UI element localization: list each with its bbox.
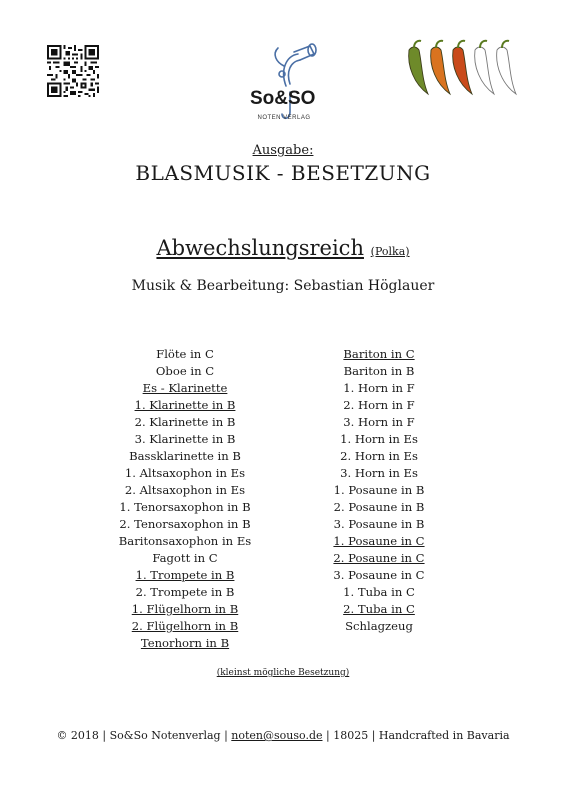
edition-title: BLASMUSIK - BESETZUNG — [135, 161, 431, 185]
qr-code-icon — [47, 45, 99, 97]
chili-filled-icon — [453, 41, 472, 94]
instrument-item: 2. Horn in Es — [340, 449, 418, 463]
instrument-item: 2. Posaune in B — [333, 500, 425, 514]
footer — [0, 729, 566, 742]
instrument-item: Oboe in C — [155, 364, 215, 378]
composer-credit: Musik & Bearbeitung: Sebastian Höglauer — [131, 278, 435, 294]
instrument-item: 2. Horn in F — [343, 398, 415, 412]
instrument-item: Bariton in B — [343, 364, 415, 378]
instrument-item: 1. Posaune in C — [333, 534, 425, 548]
instrument-item: 3. Horn in F — [343, 415, 415, 429]
instrument-item: Baritonsaxophon in Es — [118, 534, 252, 548]
instrument-item: 1. Flügelhorn in B — [131, 602, 239, 616]
instrument-item: Fagott in C — [152, 551, 218, 565]
instrument-item: 2. Altsaxophon in Es — [124, 483, 246, 497]
instrument-item: 1. Klarinette in B — [134, 398, 236, 412]
instrument-item: 1. Trompete in B — [135, 568, 235, 582]
chili-rating — [404, 38, 522, 98]
chili-empty-icon — [497, 41, 516, 94]
instrument-item: 1. Tenorsaxophon in B — [119, 500, 251, 514]
piece-heading — [0, 236, 566, 260]
piece-title: Abwechslungsreich — [156, 236, 364, 260]
footer-prefix: © 2018 | So&So Notenverlag | — [56, 729, 232, 742]
edition-label: Ausgabe: — [252, 143, 314, 158]
instrument-item: 1. Altsaxophon in Es — [124, 466, 246, 480]
piece-genre: (Polka) — [370, 245, 410, 258]
minimum-instrumentation-note: (kleinst mögliche Besetzung) — [216, 668, 350, 678]
instrument-item: 2. Flügelhorn in B — [131, 619, 239, 633]
instrument-item: 2. Klarinette in B — [134, 415, 236, 429]
publisher-logo — [246, 40, 322, 126]
footer-email-link[interactable]: noten@souso.de — [231, 729, 323, 742]
instrument-item: 2. Tenorsaxophon in B — [119, 517, 251, 531]
instrument-item: 1. Horn in F — [343, 381, 415, 395]
instrument-item: 3. Horn in Es — [340, 466, 418, 480]
chili-filled-icon — [431, 41, 450, 94]
instrument-list-right — [264, 346, 494, 635]
chili-empty-icon — [475, 41, 494, 94]
instrument-item: Es - Klarinette — [142, 381, 228, 395]
instrument-item: Bariton in C — [343, 347, 415, 361]
instrument-item: 3. Posaune in C — [333, 568, 425, 582]
instrument-item: Bassklarinette in B — [129, 449, 241, 463]
instrument-item: Schlagzeug — [345, 619, 413, 633]
instrument-item: 2. Trompete in B — [135, 585, 235, 599]
instrument-item: 1. Tuba in C — [343, 585, 415, 599]
instrument-item: Flöte in C — [156, 347, 214, 361]
instrument-item: 3. Posaune in B — [333, 517, 425, 531]
footer-suffix: | 18025 | Handcrafted in Bavaria — [322, 729, 510, 742]
instrument-item: 2. Posaune in C — [333, 551, 425, 565]
instrument-item: 2. Tuba in C — [343, 602, 415, 616]
instrument-item: 1. Posaune in B — [333, 483, 425, 497]
instrument-item: 3. Klarinette in B — [134, 432, 236, 446]
logo-subtext: NOTEN VERLAG — [257, 115, 311, 121]
chili-filled-icon — [409, 41, 428, 94]
logo-wordmark: So&SO — [250, 88, 316, 109]
instrument-item: 1. Horn in Es — [340, 432, 418, 446]
instrument-item: Tenorhorn in B — [140, 636, 230, 650]
